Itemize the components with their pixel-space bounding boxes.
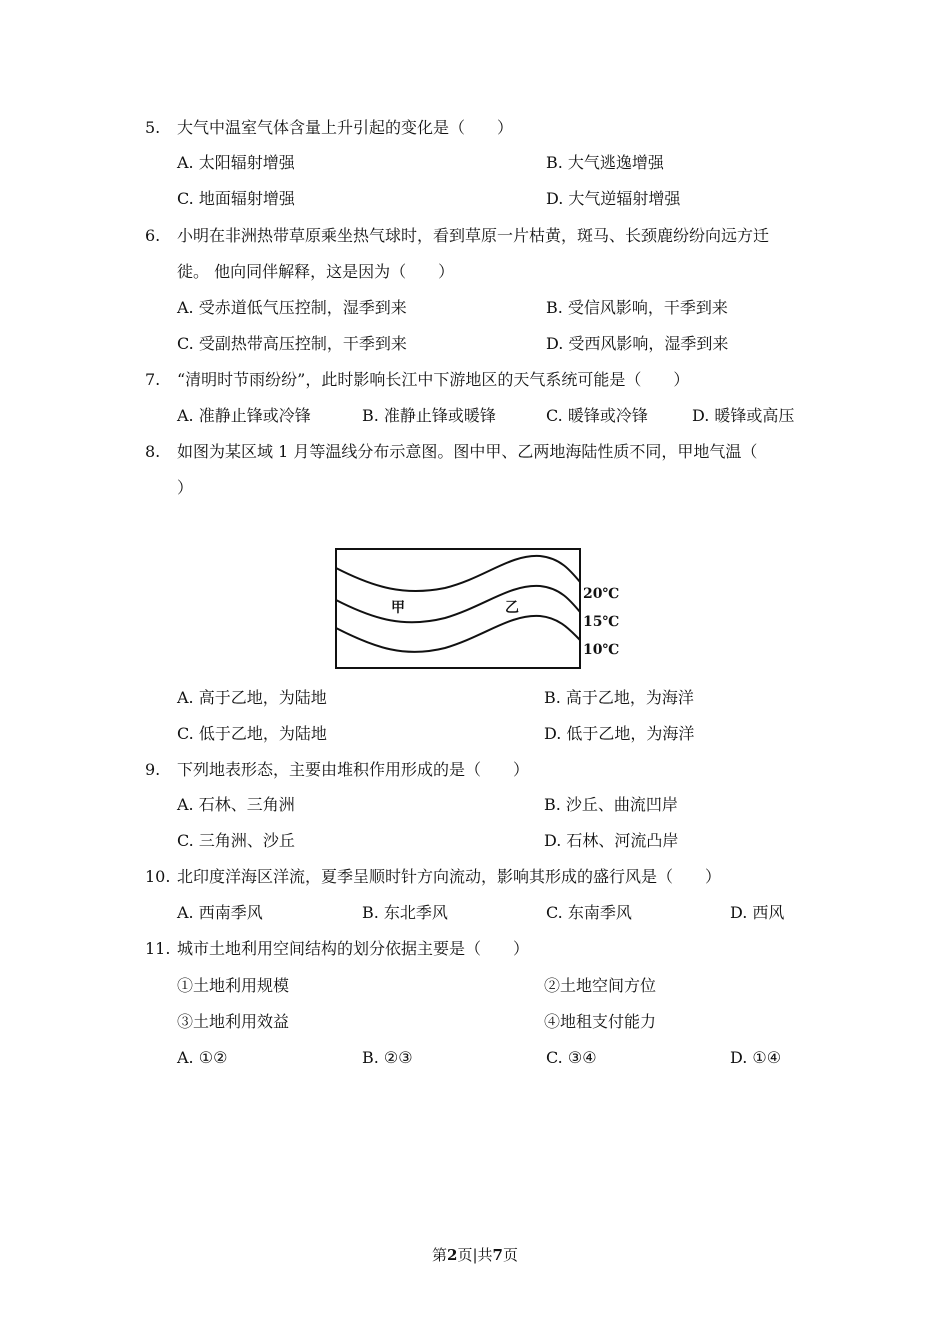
q7-number: 7. (145, 370, 161, 389)
q6-stem-line1: 小明在非洲热带草原乘坐热气球时，看到草原一片枯黄，斑马、长颈鹿纷纷向远方迁 (177, 226, 770, 245)
footer-page-number: 2 (447, 1246, 458, 1264)
isotherm-label-15: 15℃ (583, 614, 620, 630)
q11-number: 11. (145, 939, 171, 958)
label-jia: 甲 (391, 600, 405, 616)
q5-option-d: D. 大气逆辐射增强 (546, 189, 681, 208)
q9-stem: 下列地表形态，主要由堆积作用形成的是（ ） (177, 760, 530, 779)
q11-item-2: ②土地空间方位 (544, 976, 657, 995)
isotherm-label-20: 20℃ (583, 586, 620, 602)
q7-option-c: C. 暖锋或冷锋 (546, 406, 648, 425)
q5-option-a: A. 太阳辐射增强 (177, 153, 295, 172)
q6-option-c: C. 受副热带高压控制，干季到来 (177, 334, 407, 353)
q10-number: 10. (145, 867, 171, 886)
q10-option-a: A. 西南季风 (177, 903, 263, 922)
q11-option-d: D. ①④ (730, 1048, 782, 1067)
q9-option-a: A. 石林、三角洲 (177, 795, 295, 814)
footer-prefix: 第 (432, 1246, 448, 1264)
q8-stem-line2: ） (177, 478, 194, 497)
q5-option-c: C. 地面辐射增强 (177, 189, 295, 208)
diagram-frame (336, 549, 580, 668)
q8-number: 8. (145, 442, 161, 461)
q10-option-d: D. 西风 (730, 903, 785, 922)
q11-option-c: C. ③④ (546, 1048, 597, 1067)
q8-option-b: B. 高于乙地，为海洋 (544, 688, 694, 707)
q9-option-c: C. 三角洲、沙丘 (177, 831, 295, 850)
q7-stem: “清明时节雨纷纷”，此时影响长江中下游地区的天气系统可能是（ ） (177, 370, 690, 389)
q6-number: 6. (145, 226, 161, 245)
q6-option-a: A. 受赤道低气压控制，湿季到来 (177, 298, 407, 317)
q8-option-c: C. 低于乙地，为陆地 (177, 724, 327, 743)
q6-stem-line2: 徙。 他向同伴解释，这是因为（ ） (177, 262, 455, 281)
q6-option-b: B. 受信风影响，干季到来 (546, 298, 728, 317)
q10-option-c: C. 东南季风 (546, 903, 632, 922)
isotherm-label-10: 10℃ (583, 642, 620, 658)
footer-mid: 页|共 (457, 1246, 493, 1264)
q11-item-4: ④地租支付能力 (544, 1012, 657, 1031)
q8-stem-line1: 如图为某区域 1 月等温线分布示意图。图中甲、乙两地海陆性质不同，甲地气温（ (177, 442, 758, 461)
q7-option-a: A. 准静止锋或冷锋 (177, 406, 311, 425)
q10-option-b: B. 东北季风 (362, 903, 448, 922)
q5-number: 5. (145, 118, 161, 137)
label-yi: 乙 (505, 600, 519, 616)
q11-option-a: A. ①② (177, 1048, 228, 1067)
q11-item-1: ①土地利用规模 (177, 976, 290, 995)
footer-suffix: 页 (502, 1246, 518, 1264)
q9-option-d: D. 石林、河流凸岸 (544, 831, 679, 850)
q8-option-d: D. 低于乙地，为海洋 (544, 724, 695, 743)
isotherm-diagram (335, 548, 630, 670)
isotherm-10 (336, 616, 580, 652)
q7-option-b: B. 准静止锋或暖锋 (362, 406, 496, 425)
q8-option-a: A. 高于乙地，为陆地 (177, 688, 327, 707)
q6-option-d: D. 受西风影响，湿季到来 (546, 334, 729, 353)
q11-stem: 城市土地利用空间结构的划分依据主要是（ ） (177, 939, 530, 958)
q7-option-d: D. 暖锋或高压 (692, 406, 795, 425)
q9-option-b: B. 沙丘、曲流凹岸 (544, 795, 678, 814)
q5-stem: 大气中温室气体含量上升引起的变化是（ ） (177, 118, 514, 137)
footer-total-pages: 7 (492, 1246, 503, 1264)
q10-stem: 北印度洋海区洋流，夏季呈顺时针方向流动，影响其形成的盛行风是（ ） (177, 867, 722, 886)
page-footer (0, 1244, 950, 1265)
q11-item-3: ③土地利用效益 (177, 1012, 290, 1031)
q11-option-b: B. ②③ (362, 1048, 413, 1067)
q5-option-b: B. 大气逃逸增强 (546, 153, 664, 172)
q9-number: 9. (145, 760, 161, 779)
